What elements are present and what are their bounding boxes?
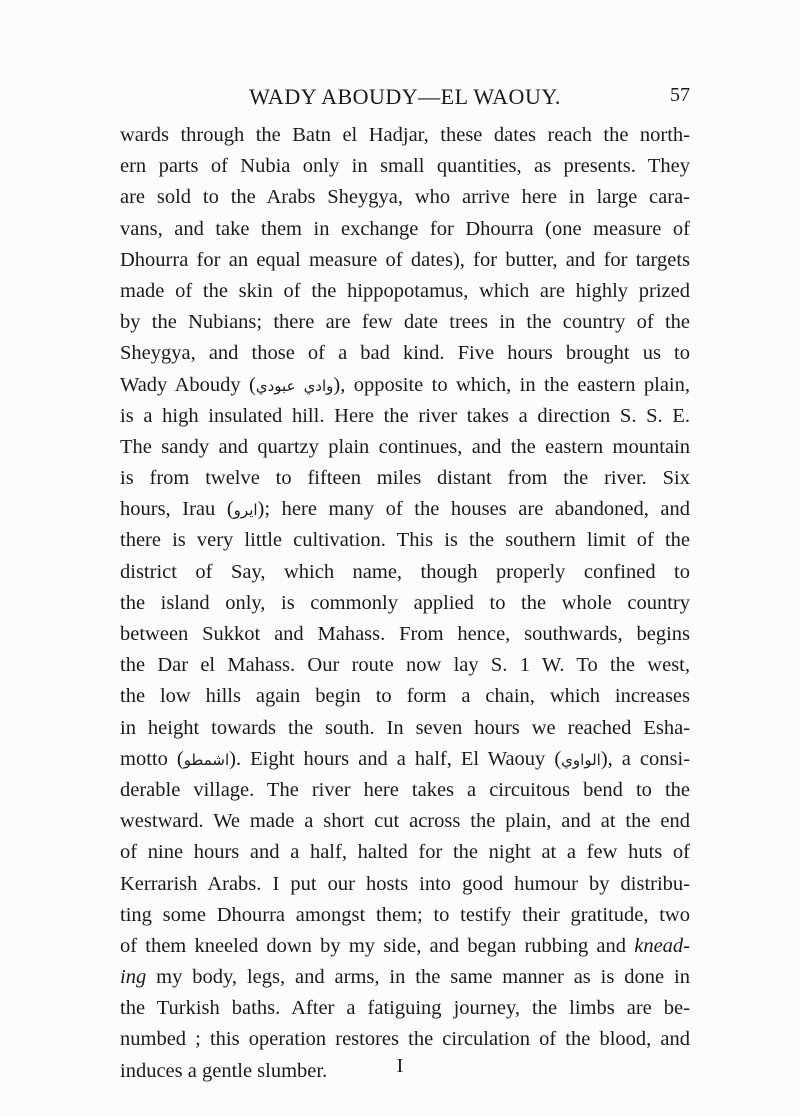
text-line: of nine hours and a half, halted for the night at a few huts of [120,841,690,864]
text-line: district of Say, which name, though properly confined to [120,560,690,583]
text-line: Dhourra for an equal measure of dates), for butter, and for targets [120,248,690,271]
arabic-name: الواوي [561,750,601,769]
text-run: my body, legs, and arms, in the same manner as is done in [146,966,690,989]
text-line: ting some Dhourra amongst them; to testify their gratitude, two [120,903,690,926]
text-line: there is very little cultivation. This is the southern limit of the [120,529,690,552]
text-line-with-italic [120,931,690,962]
text-line: is from twelve to fifteen miles distant from the river. Six [120,467,690,490]
text-line-last: induces a gentle slumber. [120,1059,328,1082]
signature-mark: I [396,1055,404,1077]
text-run: motto ( [120,747,184,770]
text-line: the island only, is commonly applied to the whole country [120,591,690,614]
text-line: in height towards the south. In seven hours we reached Esha- [120,716,690,739]
text-line-with-arabic [120,744,690,775]
arabic-name: ايرو [233,501,258,520]
body-text [120,120,690,1087]
arabic-name: وادي عبودي [255,376,334,395]
text-run: ), a consi- [600,747,691,770]
text-line-with-italic [120,962,690,993]
text-line: the Turkish baths. After a fatiguing journey, the limbs are be- [120,997,690,1020]
italic-word: ing [120,966,147,989]
arabic-name: اشمطو [183,750,230,769]
text-line: the Dar el Mahass. Our route now lay S. 1 W. To the west, [120,654,690,677]
text-line: by the Nubians; there are few date trees in the country of the [120,311,690,334]
text-line-with-arabic [120,494,690,525]
text-line: the low hills again begin to form a chain, which increases [120,685,690,708]
text-line: numbed ; this operation restores the circulation of the blood, and [120,1028,690,1051]
text-line: Kerrarish Arabs. I put our hosts into good humour by distribu- [120,872,690,895]
text-run: hours, Irau ( [120,498,234,521]
text-line: is a high insulated hill. Here the river takes a direction S. S. E. [120,404,690,427]
text-line: Sheygya, and those of a bad kind. Five hours brought us to [120,342,690,365]
page-number: 57 [670,84,690,106]
text-run: ), opposite to which, in the eastern plain, [333,373,690,396]
text-run: of them kneeled down by my side, and began rubbing and [120,934,627,957]
text-line: wards through the Batn el Hadjar, these dates reach the north- [120,124,690,146]
text-line: westward. We made a short cut across the plain, and at the end [120,810,690,833]
text-run: ). Eight hours and a half, El Waouy ( [229,747,562,770]
italic-word: knead- [634,934,691,957]
running-title: WADY ABOUDY—EL WAOUY. [249,84,561,109]
text-line-with-arabic [120,370,690,401]
text-line: are sold to the Arabs Sheygya, who arrive here in large cara- [120,186,690,209]
text-run: Wady Aboudy ( [120,373,256,396]
text-line: made of the skin of the hippopotamus, which are highly prized [120,279,690,302]
text-line: vans, and take them in exchange for Dhourra (one measure of [120,217,690,240]
text-line: The sandy and quartzy plain continues, and the eastern mountain [120,435,690,458]
running-head [120,84,690,114]
text-run: ); here many of the houses are abandoned, and [257,498,690,521]
text-line: derable village. The river here takes a circuitous bend to the [120,778,690,801]
text-line: between Sukkot and Mahass. From hence, southwards, begins [120,623,690,645]
text-line: ern parts of Nubia only in small quantities, as presents. They [120,155,690,178]
